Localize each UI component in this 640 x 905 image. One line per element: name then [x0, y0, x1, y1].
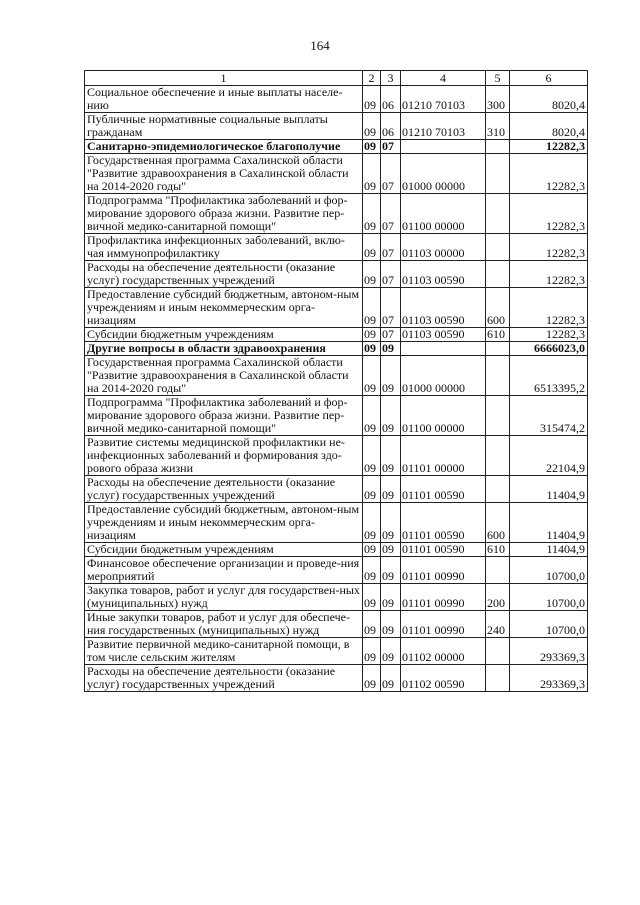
table-row	[85, 638, 588, 665]
row-subsection-cell: 09	[381, 356, 401, 396]
row-name-cell: Профилактика инфекционных заболеваний, вклю-чая иммунопрофилактику	[85, 234, 363, 261]
row-amount-cell: 10700,0	[510, 557, 588, 584]
row-subsection-cell: 09	[381, 584, 401, 611]
row-subsection-cell: 07	[381, 194, 401, 234]
row-amount-cell: 12282,3	[510, 154, 588, 194]
row-expense-type-cell: 240	[486, 611, 510, 638]
row-expense-type-cell: 200	[486, 584, 510, 611]
row-target-article-cell: 01101 00990	[401, 557, 486, 584]
row-section-cell: 09	[363, 261, 381, 288]
table-row	[85, 86, 588, 113]
row-section-cell: 09	[363, 234, 381, 261]
row-target-article-cell: 01000 00000	[401, 356, 486, 396]
row-expense-type-cell	[486, 261, 510, 288]
table-row	[85, 328, 588, 342]
row-expense-type-cell	[486, 396, 510, 436]
row-name-cell: Государственная программа Сахалинской области "Развитие здравоохранения в Сахалинской области на 2014-2020 годы"	[85, 356, 363, 396]
row-subsection-cell: 07	[381, 154, 401, 194]
row-subsection-cell: 09	[381, 665, 401, 692]
row-target-article-cell: 01103 00590	[401, 288, 486, 328]
row-amount-cell: 6513395,2	[510, 356, 588, 396]
table-row	[85, 584, 588, 611]
row-section-cell: 09	[363, 140, 381, 154]
row-target-article-cell: 01101 00990	[401, 584, 486, 611]
row-expense-type-cell	[486, 234, 510, 261]
row-amount-cell: 6666023,0	[510, 342, 588, 356]
row-name-cell: Расходы на обеспечение деятельности (оказание услуг) государственных учреждений	[85, 665, 363, 692]
row-name-cell: Расходы на обеспечение деятельности (оказание услуг) государственных учреждений	[85, 261, 363, 288]
row-target-article-cell: 01210 70103	[401, 113, 486, 140]
row-subsection-cell: 09	[381, 543, 401, 557]
row-name-cell: Предоставление субсидий бюджетным, автоном-ным учреждениям и иным некоммерческим орга-низациям	[85, 288, 363, 328]
row-target-article-cell: 01103 00000	[401, 234, 486, 261]
row-name-cell: Публичные нормативные социальные выплаты гражданам	[85, 113, 363, 140]
row-target-article-cell: 01102 00000	[401, 638, 486, 665]
row-amount-cell: 293369,3	[510, 638, 588, 665]
row-name-cell: Финансовое обеспечение организации и проведе-ния мероприятий	[85, 557, 363, 584]
row-subsection-cell: 06	[381, 113, 401, 140]
row-target-article-cell: 01103 00590	[401, 328, 486, 342]
page-number: 164	[310, 38, 330, 53]
row-amount-cell: 22104,9	[510, 436, 588, 476]
row-section-cell: 09	[363, 476, 381, 503]
table-row	[85, 288, 588, 328]
row-target-article-cell: 01101 00000	[401, 436, 486, 476]
row-expense-type-cell	[486, 356, 510, 396]
table-row	[85, 234, 588, 261]
table-row	[85, 665, 588, 692]
table-row	[85, 113, 588, 140]
table-row	[85, 261, 588, 288]
row-name-cell: Расходы на обеспечение деятельности (оказание услуг) государственных учреждений	[85, 476, 363, 503]
row-expense-type-cell	[486, 342, 510, 356]
row-expense-type-cell	[486, 436, 510, 476]
row-subsection-cell: 07	[381, 328, 401, 342]
row-section-cell: 09	[363, 154, 381, 194]
header-cell: 3	[381, 71, 401, 86]
row-expense-type-cell: 600	[486, 503, 510, 543]
row-name-cell: Санитарно-эпидемиологическое благополучие	[85, 140, 363, 154]
row-name-cell: Закупка товаров, работ и услуг для государствен-ных (муниципальных) нужд	[85, 584, 363, 611]
row-section-cell: 09	[363, 288, 381, 328]
header-cell: 1	[85, 71, 363, 86]
row-name-cell: Субсидии бюджетным учреждениям	[85, 328, 363, 342]
row-section-cell: 09	[363, 328, 381, 342]
table-row	[85, 140, 588, 154]
row-target-article-cell: 01100 00000	[401, 194, 486, 234]
row-section-cell: 09	[363, 342, 381, 356]
row-section-cell: 09	[363, 543, 381, 557]
row-amount-cell: 293369,3	[510, 665, 588, 692]
row-subsection-cell: 09	[381, 638, 401, 665]
row-expense-type-cell: 610	[486, 328, 510, 342]
row-amount-cell: 12282,3	[510, 234, 588, 261]
row-subsection-cell: 07	[381, 261, 401, 288]
row-amount-cell: 315474,2	[510, 396, 588, 436]
table-row	[85, 154, 588, 194]
row-target-article-cell: 01000 00000	[401, 154, 486, 194]
row-expense-type-cell	[486, 638, 510, 665]
row-expense-type-cell	[486, 194, 510, 234]
row-section-cell: 09	[363, 665, 381, 692]
row-target-article-cell: 01103 00590	[401, 261, 486, 288]
row-amount-cell: 11404,9	[510, 476, 588, 503]
row-amount-cell: 10700,0	[510, 584, 588, 611]
row-section-cell: 09	[363, 194, 381, 234]
row-amount-cell: 11404,9	[510, 543, 588, 557]
row-name-cell: Подпрограмма "Профилактика заболеваний и фор-мирование здорового образа жизни. Развитие пер-вичной медико-санитарной помощи"	[85, 396, 363, 436]
row-section-cell: 09	[363, 396, 381, 436]
row-section-cell: 09	[363, 503, 381, 543]
row-subsection-cell: 09	[381, 503, 401, 543]
table-row	[85, 396, 588, 436]
row-subsection-cell: 07	[381, 234, 401, 261]
header-cell: 6	[510, 71, 588, 86]
table-row	[85, 503, 588, 543]
header-cell: 2	[363, 71, 381, 86]
row-name-cell: Развитие системы медицинской профилактики не-инфекционных заболеваний и формирования здо-рового образа жизни	[85, 436, 363, 476]
row-expense-type-cell	[486, 665, 510, 692]
row-expense-type-cell	[486, 140, 510, 154]
row-target-article-cell: 01100 00000	[401, 396, 486, 436]
row-amount-cell: 12282,3	[510, 328, 588, 342]
row-amount-cell: 8020,4	[510, 113, 588, 140]
row-target-article-cell: 01101 00990	[401, 611, 486, 638]
row-subsection-cell: 07	[381, 288, 401, 328]
row-target-article-cell: 01101 00590	[401, 543, 486, 557]
row-section-cell: 09	[363, 436, 381, 476]
row-section-cell: 09	[363, 86, 381, 113]
row-subsection-cell: 09	[381, 396, 401, 436]
row-name-cell: Другие вопросы в области здравоохранения	[85, 342, 363, 356]
row-target-article-cell	[401, 140, 486, 154]
row-subsection-cell: 09	[381, 342, 401, 356]
table-row	[85, 543, 588, 557]
row-name-cell: Подпрограмма "Профилактика заболеваний и фор-мирование здорового образа жизни. Развитие пер-вичной медико-санитарной помощи"	[85, 194, 363, 234]
row-amount-cell: 12282,3	[510, 140, 588, 154]
row-name-cell: Субсидии бюджетным учреждениям	[85, 543, 363, 557]
table-row	[85, 194, 588, 234]
row-subsection-cell: 09	[381, 557, 401, 584]
table-row	[85, 342, 588, 356]
row-expense-type-cell: 610	[486, 543, 510, 557]
row-target-article-cell: 01102 00590	[401, 665, 486, 692]
row-subsection-cell: 06	[381, 86, 401, 113]
row-section-cell: 09	[363, 557, 381, 584]
row-subsection-cell: 09	[381, 611, 401, 638]
row-amount-cell: 10700,0	[510, 611, 588, 638]
row-section-cell: 09	[363, 113, 381, 140]
row-section-cell: 09	[363, 611, 381, 638]
header-cell: 4	[401, 71, 486, 86]
row-target-article-cell: 01210 70103	[401, 86, 486, 113]
row-target-article-cell	[401, 342, 486, 356]
table-row	[85, 356, 588, 396]
row-amount-cell: 12282,3	[510, 194, 588, 234]
row-expense-type-cell: 310	[486, 113, 510, 140]
row-subsection-cell: 09	[381, 436, 401, 476]
row-section-cell: 09	[363, 356, 381, 396]
row-name-cell: Иные закупки товаров, работ и услуг для обеспече-ния государственных (муниципальных) нужд	[85, 611, 363, 638]
table-row	[85, 557, 588, 584]
row-amount-cell: 8020,4	[510, 86, 588, 113]
row-section-cell: 09	[363, 638, 381, 665]
row-expense-type-cell: 600	[486, 288, 510, 328]
row-name-cell: Предоставление субсидий бюджетным, автоном-ным учреждениям и иным некоммерческим орга-низациям	[85, 503, 363, 543]
row-section-cell: 09	[363, 584, 381, 611]
table-row	[85, 476, 588, 503]
row-expense-type-cell	[486, 476, 510, 503]
row-amount-cell: 12282,3	[510, 261, 588, 288]
header-cell: 5	[486, 71, 510, 86]
row-expense-type-cell	[486, 154, 510, 194]
row-name-cell: Государственная программа Сахалинской области "Развитие здравоохранения в Сахалинской области на 2014-2020 годы"	[85, 154, 363, 194]
row-subsection-cell: 07	[381, 140, 401, 154]
budget-table	[84, 70, 588, 692]
row-subsection-cell: 09	[381, 476, 401, 503]
row-expense-type-cell: 300	[486, 86, 510, 113]
table-row	[85, 611, 588, 638]
row-name-cell: Социальное обеспечение и иные выплаты населе-нию	[85, 86, 363, 113]
row-target-article-cell: 01101 00590	[401, 503, 486, 543]
table-header-row	[85, 71, 588, 86]
row-target-article-cell: 01101 00590	[401, 476, 486, 503]
row-amount-cell: 11404,9	[510, 503, 588, 543]
table-row	[85, 436, 588, 476]
row-expense-type-cell	[486, 557, 510, 584]
row-name-cell: Развитие первичной медико-санитарной помощи, в том числе сельским жителям	[85, 638, 363, 665]
row-amount-cell: 12282,3	[510, 288, 588, 328]
